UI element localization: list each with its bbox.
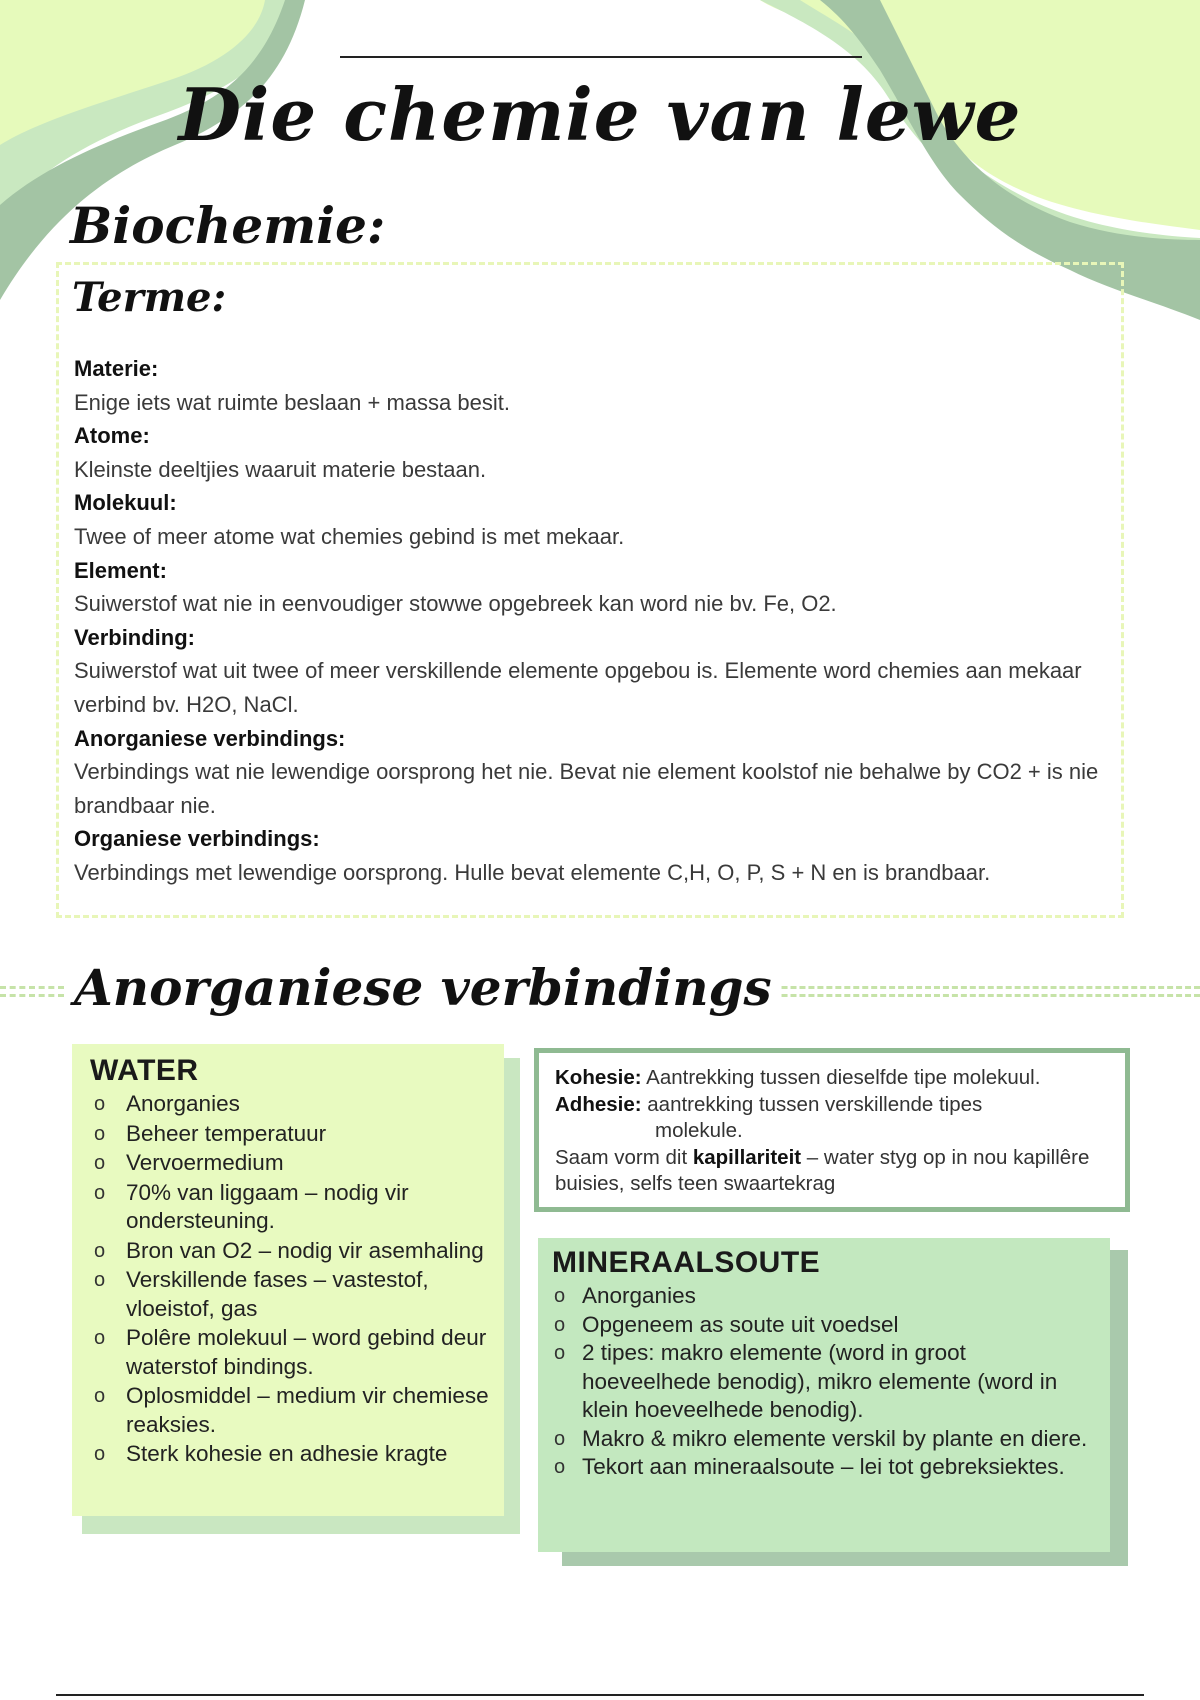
- section-heading-anorganiese: Anorganiese verbindings: [70, 958, 780, 1017]
- list-item: o 2 tipes: makro elemente (word in groot hoeveelhede benodig), mikro elemente (word in klein hoeveelhede benodig).: [552, 1339, 1096, 1425]
- kohesie-text: Aantrekking tussen dieselfde tipe molekuul.: [641, 1066, 1041, 1089]
- water-list: [90, 1090, 490, 1469]
- subheading-terme: Terme:: [72, 274, 227, 321]
- page-title: Die chemie van lewe: [178, 72, 1022, 157]
- list-item: o Sterk kohesie en adhesie kragte: [90, 1440, 490, 1469]
- adhesie-line-2: molekule.: [655, 1119, 743, 1142]
- list-item: o Verskillende fases – vastestof, vloeistof, gas: [90, 1266, 490, 1323]
- term-label: Verbinding:: [74, 624, 195, 650]
- list-item: o Tekort aan mineraalsoute – lei tot gebreksiektes.: [552, 1453, 1096, 1482]
- water-box: [72, 1044, 504, 1516]
- term-definition: Suiwerstof wat nie in eenvoudiger stowwe opgebreek kan word nie bv. Fe, O2.: [74, 591, 837, 617]
- list-item: o Oplosmiddel – medium vir chemiese reaksies.: [90, 1382, 490, 1439]
- kapillariteit-line: [555, 1145, 1109, 1198]
- saam-suffix: – water styg op in nou kapillêre buisies, selfs teen swaartekrag: [555, 1145, 1090, 1195]
- list-item: o 70% van liggaam – nodig vir ondersteuning.: [90, 1179, 490, 1236]
- list-item: o Anorganies: [552, 1282, 1096, 1311]
- term-label: Atome:: [74, 423, 150, 449]
- kapillariteit-term: kapillariteit: [692, 1145, 802, 1169]
- list-item: o Opgeneem as soute uit voedsel: [552, 1311, 1096, 1340]
- list-item: o Anorganies: [90, 1090, 490, 1119]
- term-label: Materie:: [74, 356, 159, 381]
- list-item: o Beheer temperatuur: [90, 1120, 490, 1149]
- terms-list: [74, 352, 1134, 890]
- bottom-divider: [56, 1694, 1144, 1696]
- minerals-heading: MINERAALSOUTE: [552, 1246, 821, 1279]
- term-label: Element:: [74, 557, 167, 583]
- list-item: o Vervoermedium: [90, 1149, 490, 1178]
- top-divider: [340, 56, 862, 58]
- term-definition: Verbindings met lewendige oorsprong. Hulle bevat elemente C,H, O, P, S + N en is brandbaar.: [74, 859, 991, 885]
- adhesie-label: Adhesie:: [555, 1092, 642, 1116]
- adhesie-line: [555, 1092, 1109, 1119]
- term-definition: Verbindings wat nie lewendige oorsprong het nie. Bevat nie element koolstof nie behalwe by CO2 + is nie brandbaar nie.: [74, 759, 1099, 818]
- saam-prefix: Saam vorm dit: [555, 1145, 693, 1169]
- term-definition: Kleinste deeltjies waaruit materie bestaan.: [74, 456, 487, 482]
- section-divider-left-2: [0, 994, 64, 997]
- adhesie-text: aantrekking tussen verskillende tipes: [641, 1092, 983, 1116]
- cohesion-box: [534, 1048, 1130, 1212]
- section-divider-left: [0, 986, 64, 989]
- term-definition: Twee of meer atome wat chemies gebind is met mekaar.: [74, 523, 625, 549]
- minerals-list: [552, 1282, 1096, 1482]
- list-item: o Makro & mikro elemente verskil by plante en diere.: [552, 1425, 1096, 1454]
- kohesie-line: [555, 1065, 1109, 1092]
- water-heading: WATER: [90, 1054, 199, 1087]
- minerals-box: [538, 1238, 1110, 1552]
- term-label: Organiese verbindings:: [74, 826, 320, 852]
- term-label: Molekuul:: [74, 490, 177, 516]
- list-item: o Bron van O2 – nodig vir asemhaling: [90, 1237, 490, 1266]
- list-item: o Polêre molekuul – word gebind deur waterstof bindings.: [90, 1324, 490, 1381]
- term-definition: Enige iets wat ruimte beslaan + massa besit.: [74, 389, 510, 415]
- kohesie-label: Kohesie:: [555, 1066, 642, 1089]
- term-definition: Suiwerstof wat uit twee of meer verskillende elemente opgebou is. Elemente word chemies aan mekaar verbind bv. H2O, NaCl.: [74, 658, 1082, 717]
- term-label: Anorganiese verbindings:: [74, 725, 346, 751]
- section-heading-biochemie: Biochemie:: [70, 196, 386, 255]
